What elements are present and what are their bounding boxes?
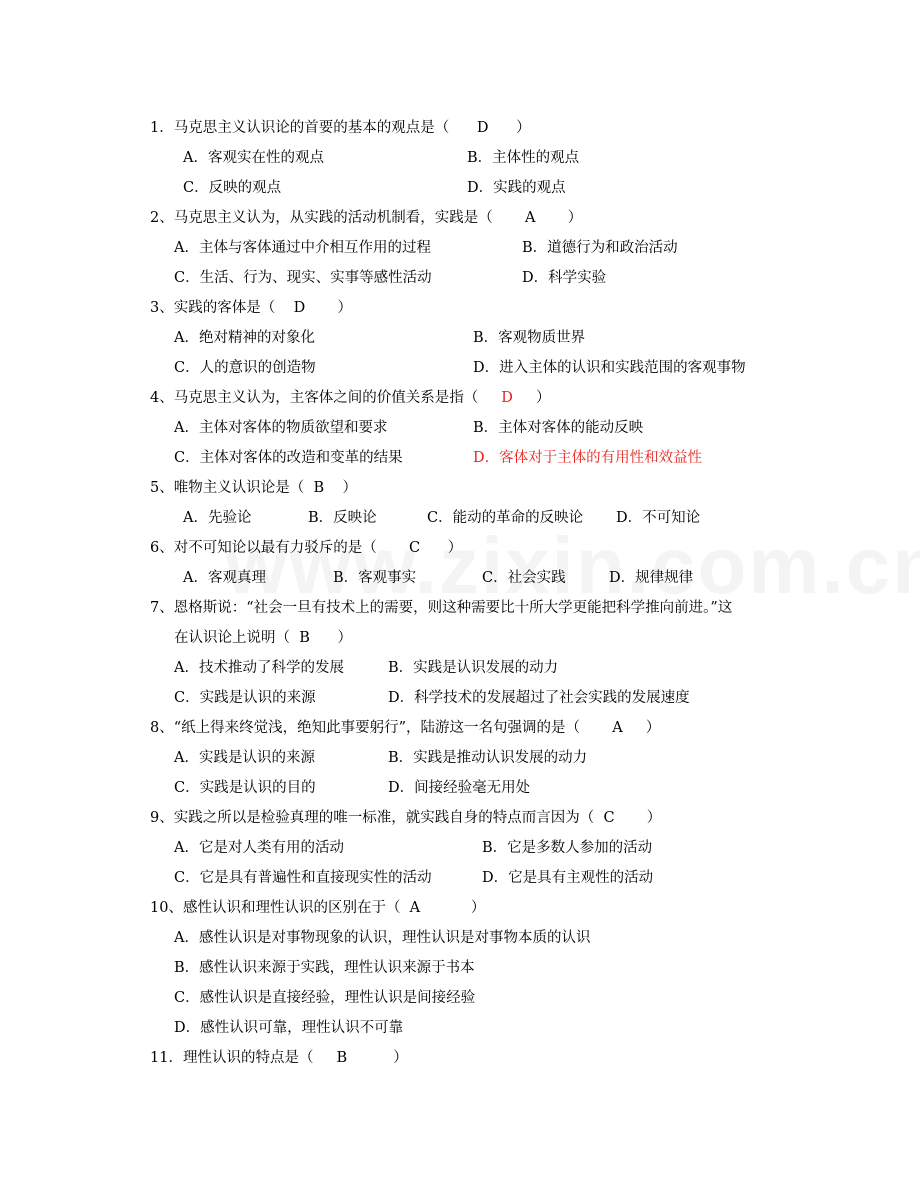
question-4-option-a: A．主体对客体的物质欲望和要求 [174,420,388,436]
question-9-option-b: B．它是多数人参加的活动 [482,840,653,856]
question-5-option-b: B．反映论 [308,510,377,526]
question-5-option-a: A．先验论 [183,510,252,526]
question-4-stem [150,388,550,408]
question-4-stem-text: 4、马克思主义认为，主客体之间的价值关系是指（ [150,390,502,406]
question-9-option-c: C．它是具有普遍性和直接现实性的活动 [174,870,432,886]
question-7-option-d: D．科学技术的发展超过了社会实践的发展速度 [388,690,690,706]
question-4-answer: D [501,390,513,406]
question-9-option-d: D．它是具有主观性的活动 [482,870,654,886]
question-5-option-d: D．不可知论 [616,510,701,526]
question-8-option-c: C．实践是认识的目的 [174,780,316,796]
question-7-option-b: B．实践是认识发展的动力 [388,660,559,676]
question-4-option-c: C．主体对客体的改造和变革的结果 [174,450,403,466]
question-6-stem: 6、对不可知论以最有力驳斥的是（ C ） [150,540,463,556]
question-4-stem-close: ） [512,390,551,406]
question-1-option-b: B．主体性的观点 [467,150,580,166]
question-8-option-b: B．实践是推动认识发展的动力 [388,750,588,766]
question-10-option-d: D．感性认识可靠，理性认识不可靠 [174,1020,404,1036]
question-3-option-b: B．客观物质世界 [473,330,586,346]
question-6-option-b: B．客观事实 [333,570,417,586]
question-4-option-b: B．主体对客体的能动反映 [473,420,644,436]
question-8-stem: 8、“纸上得来终觉浅，绝知此事要躬行”，陆游这一名句强调的是（ A ） [150,720,661,736]
question-1-option-d: D．实践的观点 [467,180,566,196]
question-8-option-a: A．实践是认识的来源 [174,750,315,766]
question-2-option-d: D．科学实验 [522,270,607,286]
question-9-option-a: A．它是对人类有用的活动 [174,840,344,856]
question-1-option-a: A．客观实在性的观点 [183,150,324,166]
question-3-option-a: A．绝对精神的对象化 [174,330,315,346]
question-5-option-c: C．能动的革命的反映论 [427,510,584,526]
question-7-option-a: A．技术推动了科学的发展 [174,660,344,676]
question-3-stem: 3、实践的客体是（ D ） [150,300,353,316]
question-10-option-c: C．感性认识是直接经验，理性认识是间接经验 [174,990,476,1006]
question-1-stem: 1．马克思主义认识论的首要的基本的观点是（ D ） [150,120,531,136]
question-2-option-a: A．主体与客体通过中介相互作用的过程 [174,240,431,256]
question-9-stem: 9、实践之所以是检验真理的唯一标准，就实践自身的特点而言因为（ C ） [150,810,662,826]
question-2-option-c: C．生活、行为、现实、实事等感性活动 [174,270,432,286]
question-7-option-c: C．实践是认识的来源 [174,690,316,706]
question-3-option-d: D．进入主体的认识和实践范围的客观事物 [473,360,746,376]
question-3-option-c: C．人的意识的创造物 [174,360,316,376]
question-6-option-a: A．客观真理 [183,570,266,586]
question-7-stem-continued: 在认识论上说明（ B ） [174,630,353,646]
question-1-option-c: C．反映的观点 [183,180,282,196]
question-4-option-d-highlighted: D．客体对于主体的有用性和效益性 [473,450,703,466]
question-8-option-d: D．间接经验毫无用处 [388,780,531,796]
question-6-option-c: C．社会实践 [482,570,566,586]
question-2-stem: 2、马克思主义认为，从实践的活动机制看，实践是（ A ） [150,210,583,226]
question-11-stem: 11．理性认识的特点是（ B ） [150,1050,408,1066]
question-7-stem: 7、恩格斯说：“社会一旦有技术上的需要，则这种需要比十所大学更能把科学推向前进。”这 [150,600,733,616]
question-10-option-a: A．感性认识是对事物现象的认识，理性认识是对事物本质的认识 [174,930,591,946]
question-6-option-d: D．规律规律 [609,570,694,586]
question-10-option-b: B．感性认识来源于实践，理性认识来源于书本 [174,960,475,976]
question-2-option-b: B．道德行为和政治活动 [522,240,678,256]
question-10-stem: 10、感性认识和理性认识的区别在于（ A ） [150,900,486,916]
question-5-stem: 5、唯物主义认识论是（ B ） [150,480,358,496]
